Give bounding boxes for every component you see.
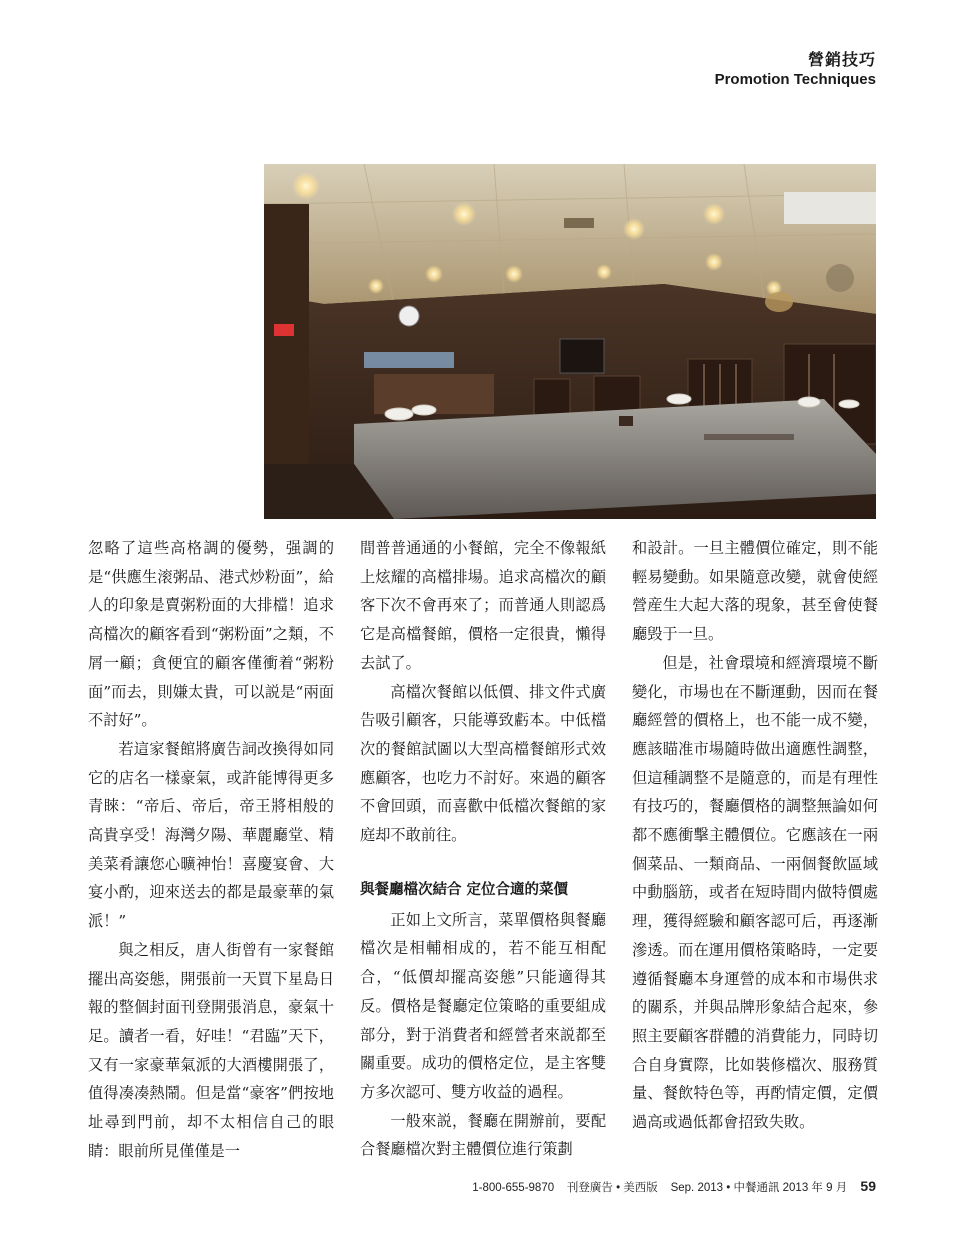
col3-paragraph-2: 但是，社會環境和經濟環境不斷變化，市場也在不斷運動，因而在餐廳經營的價格上，也不能一成不變，應該瞄准市場隨時做出適應性調整，但這種調整不是隨意的，而是有理性有技巧的，餐廳價格的調整無論如何都不應衝擊主體價位。它應該在一兩個菜品、一類商品、一兩個餐飲區域中動腦筋，或者在短時間内做特價處理，獲得經驗和顧客認可后，再逐漸滲透。而在運用價格策略時，一定要遵循餐廳本身運營的成本和市場供求的關系，并與品牌形象結合起來，參照主要顧客群體的消費能力，同時切合自身實際，比如裝修檔次、服務質量、餐飲特色等，再酌情定價，定價過高或過低都會招致失敗。: [632, 653, 878, 1132]
col1-paragraph-3: 與之相反，唐人街曾有一家餐館擺出高姿態，開張前一天買下星島日報的整個封面刊登開張消息，豪氣十足。讀者一看，好哇！“君臨”天下，又有一家豪華氣派的大酒樓開張了，值得凑凑熱鬧。但是當“豪客”們按地址尋到門前，却不太相信自己的眼睛：眼前所見僅僅是一: [88, 940, 334, 1160]
section-title-en: Promotion Techniques: [714, 71, 876, 88]
col2-paragraph-2: 高檔次餐館以低價、排文件式廣告吸引顧客，只能導致虧本。中低檔次的餐館試圖以大型高檔餐館形式效應顧客，也吃力不討好。來過的顧客不會回頭，而喜歡中低檔次餐館的家庭却不敢前往。: [360, 682, 606, 845]
col2-subheading: 與餐廳檔次結合 定位合適的菜價: [360, 881, 569, 898]
text-column-2: [360, 534, 606, 1164]
col1-paragraph-1: 忽略了這些高格調的優勢，强調的是“供應生滚粥品、港式炒粉面”，給人的印象是賣粥粉面的大排檔！追求高檔次的顧客看到“粥粉面”之類，不屑一顧；貪便宜的顧客僅衝着“粥粉面”而去，則嫌太貴，可以説是“兩面不討好”。: [88, 539, 334, 730]
footer-issue: Sep. 2013 • 中餐通訊 2013 年 9 月: [670, 1182, 848, 1194]
col2-paragraph-3: 正如上文所言，菜單價格與餐廳檔次是相輔相成的，若不能互相配合，“低價却擺高姿態”只能適得其反。價格是餐廳定位策略的重要組成部分，對于消費者和經營者來説都至關重要。成功的價格定位，是主客雙方多次認可、雙方收益的過程。: [360, 910, 606, 1101]
restaurant-photo: [264, 164, 876, 519]
page-number: 59: [860, 1178, 876, 1194]
page-footer: [472, 1178, 876, 1195]
col1-paragraph-2: 若這家餐館將廣告詞改換得如同它的店名一樣豪氣，或許能博得更多青睞：“帝后、帝后，帝王將相般的高貴享受！海灣夕陽、華麗廳堂、精美菜肴讓您心曠神怡！喜慶宴會、大宴小酌，迎來送去的都是最豪華的氣派！”: [88, 739, 334, 931]
footer-phone: 1-800-655-9870: [472, 1182, 555, 1194]
text-column-3: [632, 534, 878, 1137]
section-header: [715, 50, 876, 90]
col2-paragraph-1: 間普普通通的小餐館，完全不像報紙上炫耀的高檔排場。追求高檔次的顧客下次不會再來了；而普通人則認爲它是高檔餐館，價格一定很貴，懶得去試了。: [360, 539, 606, 672]
col2-paragraph-4: 一般來説，餐廳在開辦前，要配合餐廳檔次對主體價位進行策劃: [360, 1111, 606, 1159]
footer-ad-text: 刊登廣告 • 美西版: [566, 1182, 658, 1194]
section-title-zh: 營銷技巧: [807, 50, 876, 69]
col3-paragraph-1: 和設計。一旦主體價位確定，則不能輕易變動。如果隨意改變，就會使經營産生大起大落的現象，甚至會使餐廳毁于一旦。: [632, 539, 878, 644]
text-column-1: [88, 534, 334, 1165]
